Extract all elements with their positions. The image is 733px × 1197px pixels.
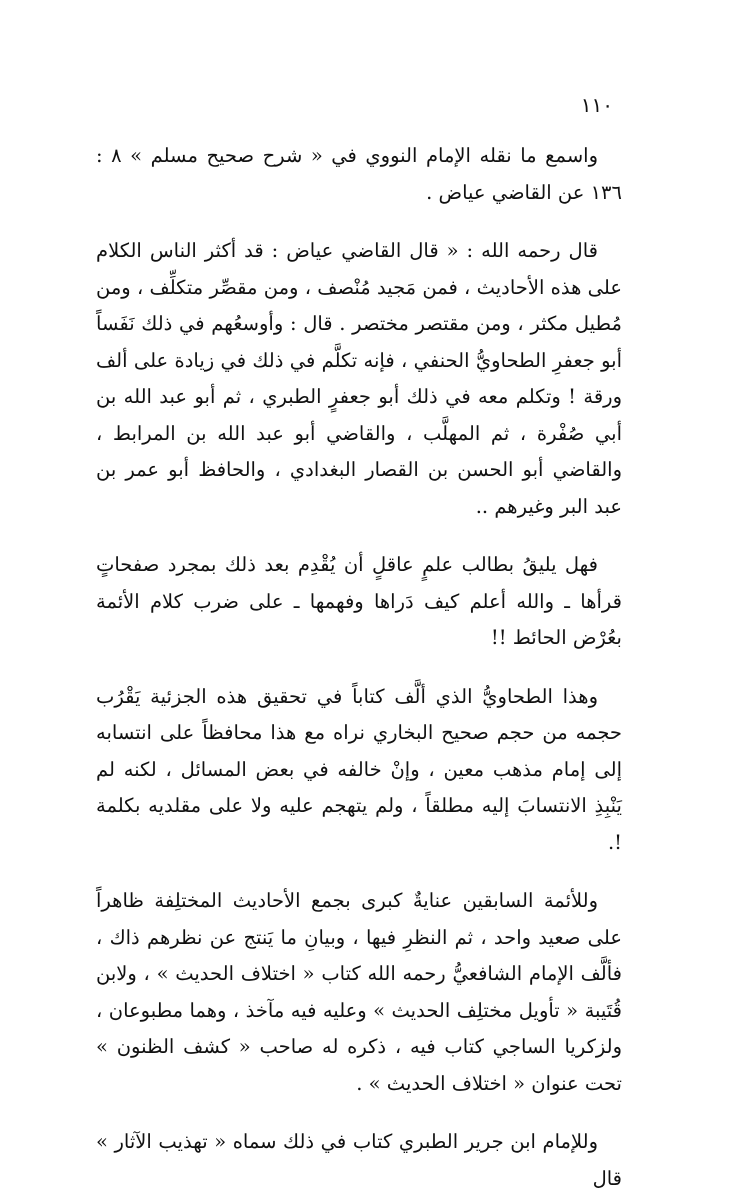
paragraph-early-imams: وللأئمة السابقين عنايةٌ كبرى بجمع الأحاديث المختلِفة ظاهراً على صعيد واحد ، ثم النظرِ فيها ، وبيانِ ما يَنتج عن نظرهم ذاك ، فألَّف الإمام الشافعيُّ رحمه الله كتاب « اختلاف الحديث » ، ولابن قُتَيبة « تأويل مختلِف الحديث » وعليه فيه مآخذ ، وهما مطبوعان ، ولزكريا الساجي كتاب فيه ، ذكره له صاحب « كشف الظنون » تحت عنوان « اختلاف الحديث » .: [96, 889, 622, 1095]
paragraph-qadi-iyad-quote: قال رحمه الله : « قال القاضي عياض : قد أكثر الناس الكلام على هذه الأحاديث ، فمن مَجيد مُنْصف ، ومن مقصِّر متكلِّف ، ومن مُطيل مكثر ، ومن مقتصر مختصر . قال : وأوسعُهم في ذلك نَفَساً أبو جعفرِ الطحاويُّ الحنفي ، فإنه تكلَّم في ذلك في زيادة على ألف ورقة ! وتكلم معه في ذلك أبو جعفرٍ الطبري ، ثم أبو عبد الله بن أبي صُفْرة ، ثم المهلَّب ، والقاضي أبو عبد الله بن المرابط ، والقاضي أبو الحسن بن القصار البغدادي ، والحافظ أبو عمر بن عبد البر وغيرهم ..: [96, 239, 622, 518]
body-text: [96, 138, 622, 1197]
page-number: ١١٠: [580, 93, 613, 117]
paragraph-nawawi-quote-intro: واسمع ما نقله الإمام النووي في « شرح صحيح مسلم » ٨ : ١٣٦ عن القاضي عياض .: [96, 144, 622, 204]
paragraph-rhetorical-question: فهل يليقُ بطالب علمٍ عاقلٍ أن يُقْدِم بعد ذلك بمجرد صفحاتٍ قرأها ـ والله أعلم كيف دَراها وفهمها ـ على ضرب كلام الأئمة بعُرْض الحائط !!: [96, 553, 622, 649]
paragraph-tahawi: وهذا الطحاويُّ الذي ألَّف كتاباً في تحقيق هذه الجزئية يَقْرُب حجمه من حجم صحيح البخاري نراه مع هذا محافظاً على انتسابه إلى إمام مذهب معين ، وإنْ خالفه في بعض المسائل ، لكنه لم يَنْبِذِ الانتسابَ إليه مطلقاً ، ولم يتهجم عليه ولا على مقلديه بكلمة !.: [96, 684, 622, 854]
paragraph-ibn-jarir: وللإمام ابن جرير الطبري كتاب في ذلك سماه « تهذيب الآثار » قال: [96, 1130, 622, 1190]
